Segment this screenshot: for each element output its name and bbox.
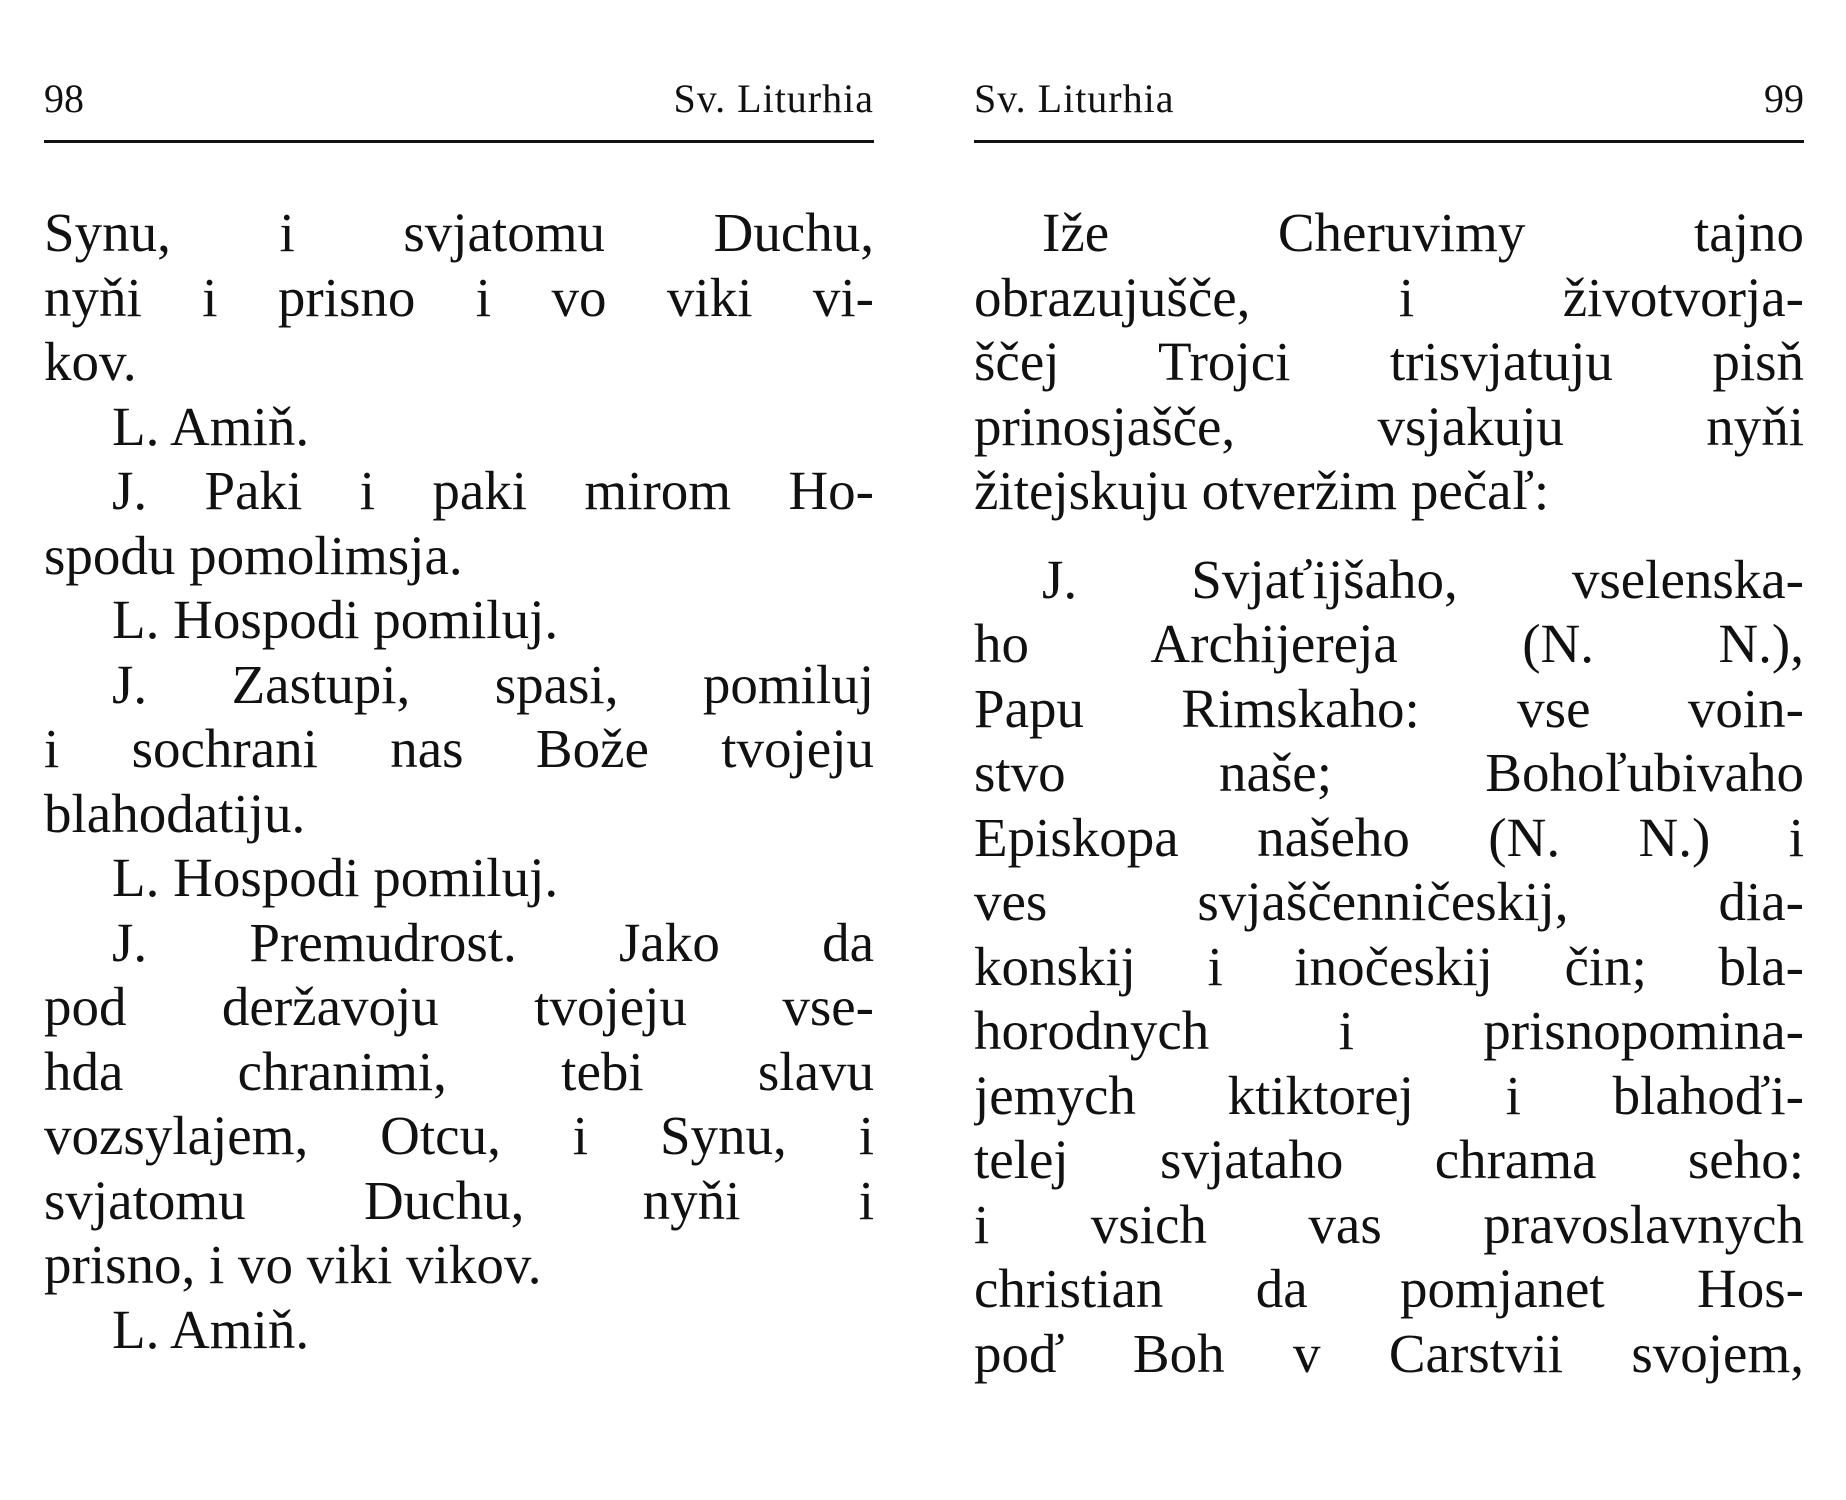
text-line: Episkopa našeho (N. N.) i (974, 806, 1804, 868)
text-line: obrazujušče, i životvorja- (974, 266, 1804, 328)
left-page-text (44, 201, 874, 1362)
text-line: horodnych i prisnopomina- (974, 1000, 1804, 1061)
text-line: stvo naše; Bohoľubivaho (974, 742, 1804, 803)
text-line: nyňi i prisno i vo viki vi- (44, 266, 874, 328)
text-line: J. Svjaťijšaho, vselenska- (1042, 548, 1804, 610)
text-line: J. Zastupi, spasi, pomiluj (112, 653, 874, 715)
text-line: prisno, i vo viki vikov. (44, 1234, 542, 1295)
text-line: spodu pomolimsja. (44, 524, 463, 586)
text-line: Iže Cheruvimy tajno (1042, 202, 1804, 263)
text-line: L. Amiň. (112, 1298, 310, 1360)
paragraph-gap (974, 524, 1804, 548)
text-line: Papu Rimskaho: vse voin- (974, 677, 1804, 739)
left-running-title: Sv. Liturhia (673, 76, 874, 121)
left-page (44, 0, 874, 1362)
text-line: svjatomu Duchu, nyňi i (44, 1169, 874, 1231)
text-line: Synu, i svjatomu Duchu, (44, 202, 874, 263)
text-line: prinosjašče, vsjakuju nyňi (974, 395, 1804, 457)
text-line: poď Boh v Carstvii svojem, (974, 1322, 1804, 1384)
text-line: kov. (44, 331, 137, 392)
text-line: J. Paki i paki mirom Ho- (112, 460, 874, 521)
text-line: christian da pomjanet Hos- (974, 1258, 1804, 1319)
text-line: i sochrani nas Bože tvojeju (44, 718, 874, 779)
text-line: i vsich vas pravoslavnych (974, 1193, 1804, 1255)
left-page-number: 98 (44, 76, 84, 121)
text-line: L. Hospodi pomiluj. (112, 589, 559, 650)
right-page-text (974, 201, 1804, 1386)
right-page (974, 0, 1804, 1386)
text-line: telej svjataho chrama seho: (974, 1129, 1804, 1190)
text-line: ščej Trojci trisvjatuju pisň (974, 331, 1804, 392)
text-line: blahodatiju. (44, 782, 306, 844)
text-line: hda chranimi, tebi slavu (44, 1040, 874, 1102)
right-page-number: 99 (1764, 76, 1804, 121)
text-line: konskij i inočeskij čin; bla- (974, 935, 1804, 997)
text-line: J. Premudrost. Jako da (112, 911, 874, 973)
text-line: vozsylajem, Otcu, i Synu, i (44, 1105, 874, 1166)
text-line: ho Archijereja (N. N.), (974, 613, 1804, 674)
text-line: žitejskuju otveržim pečaľ: (974, 460, 1550, 521)
left-running-head (44, 70, 874, 143)
text-line: jemych ktiktorej i blahoďi- (974, 1064, 1804, 1126)
right-running-title: Sv. Liturhia (974, 76, 1175, 121)
text-line: L. Amiň. (112, 395, 310, 457)
text-line: ves svjaščenničeskij, dia- (974, 871, 1804, 932)
text-line: L. Hospodi pomiluj. (112, 847, 559, 908)
right-running-head (974, 70, 1804, 143)
text-line: pod deržavoju tvojeju vse- (44, 976, 874, 1037)
